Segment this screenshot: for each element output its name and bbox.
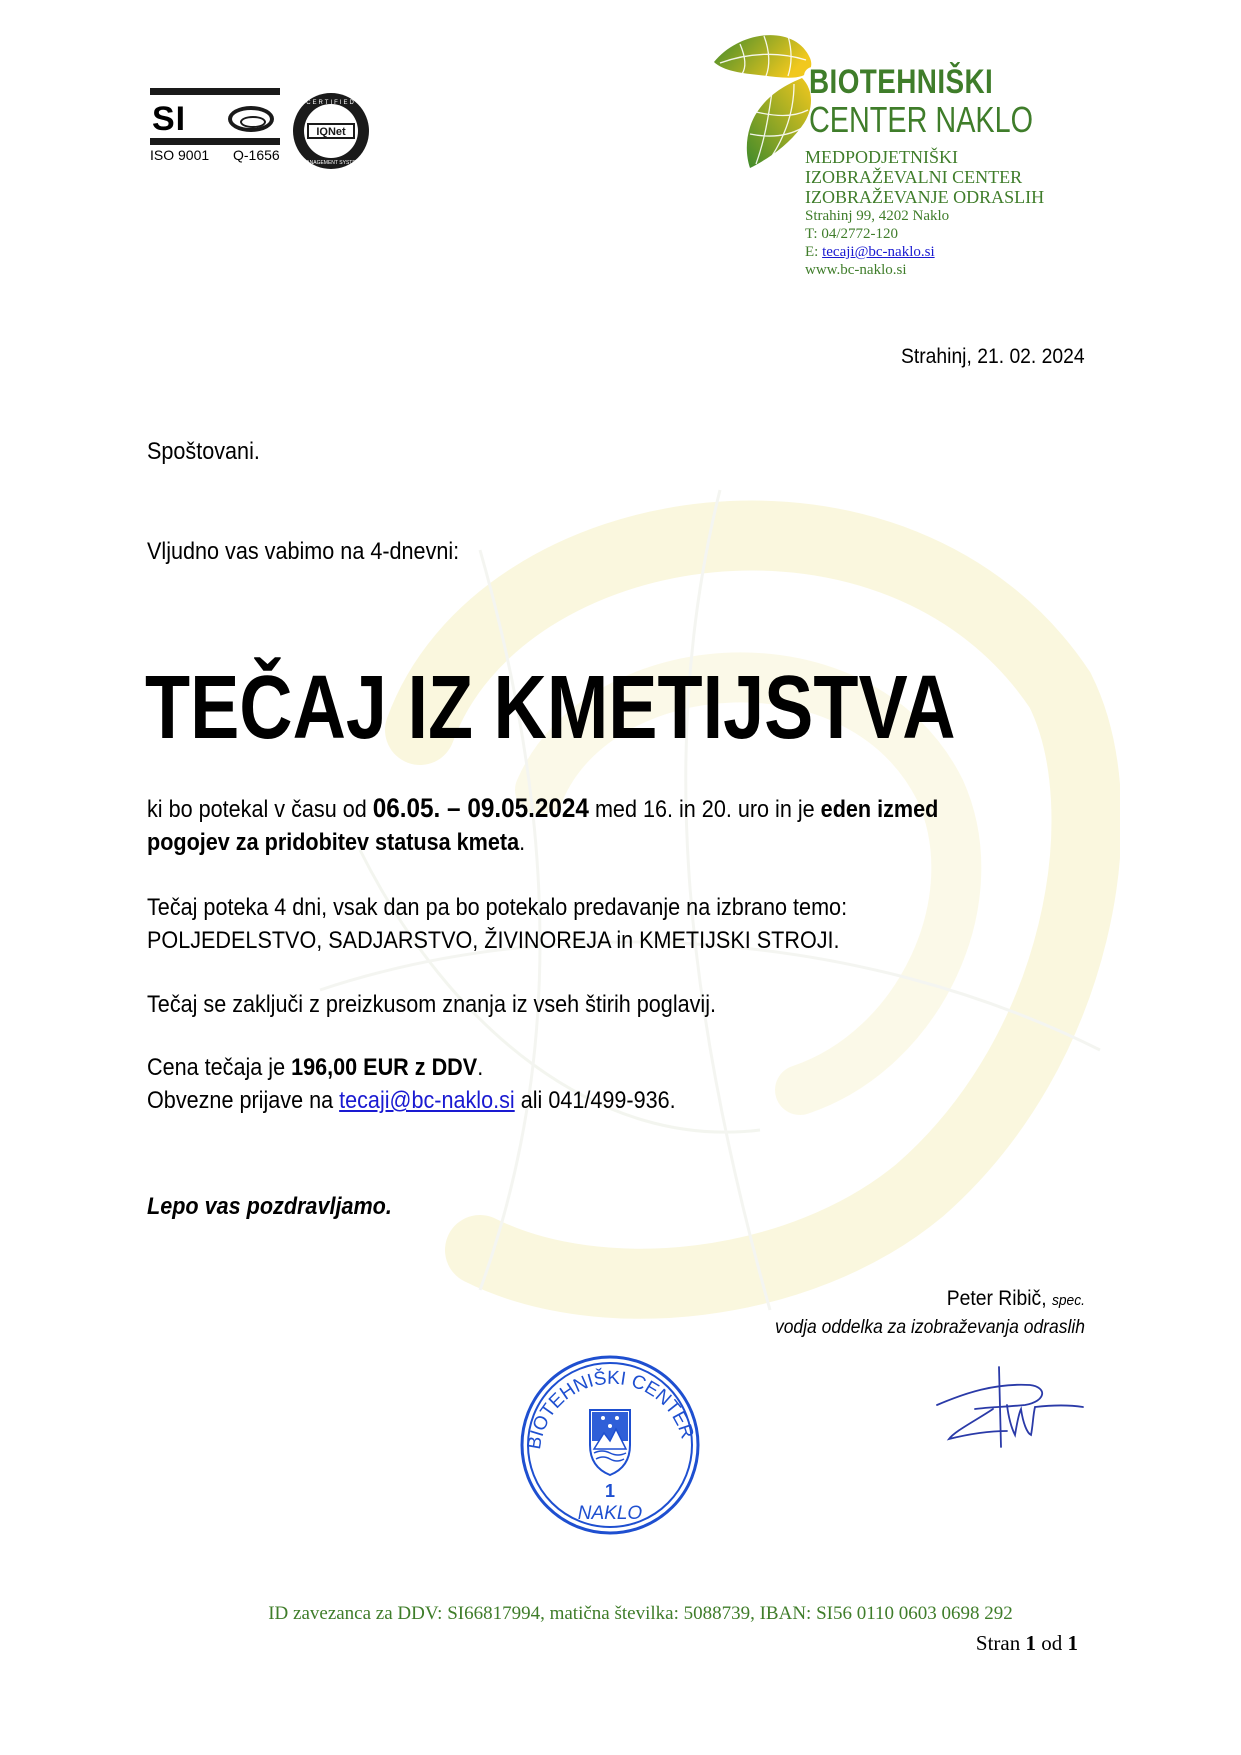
- text-part: .: [519, 829, 526, 856]
- signup-line: [147, 1084, 676, 1117]
- signer-title-suffix: spec.: [1052, 1292, 1085, 1309]
- page-sep: od: [1036, 1631, 1068, 1655]
- footer-company-id: ID zavezanca za DDV: SI66817994, matična številka: 5088739, IBAN: SI56 0110 0603 0698 292: [268, 1603, 1013, 1624]
- svg-text:1: 1: [604, 1481, 616, 1501]
- svg-text:NAKLO: NAKLO: [577, 1503, 643, 1524]
- course-price: 196,00 EUR z DDV: [291, 1054, 478, 1081]
- emphasis-text: pogojev za pridobitev statusa kmeta: [147, 829, 520, 856]
- signer-name: Peter Ribič,: [946, 1287, 1047, 1310]
- place-date: Strahinj, 21. 02. 2024: [901, 345, 1085, 368]
- signer-role: vodja oddelka za izobraževanja odraslih: [775, 1317, 1085, 1338]
- siq-certification-logo: [150, 88, 285, 168]
- unit-line3: IZOBRAŽEVANJE ODRASLIH: [805, 187, 1045, 207]
- svg-text:BIOTEHNIŠKI CENTER: BIOTEHNIŠKI CENTER: [523, 1367, 698, 1451]
- text-part: Obvezne prijave na: [147, 1087, 340, 1114]
- schedule-line2: [147, 826, 938, 859]
- schedule-line1: [147, 792, 938, 826]
- emphasis-text: eden izmed: [820, 796, 939, 823]
- organization-info: [805, 147, 1044, 279]
- email-line: [805, 243, 1044, 261]
- iso-label: ISO 9001: [150, 147, 210, 163]
- official-stamp: [510, 1345, 710, 1545]
- page-current: 1: [1025, 1631, 1036, 1655]
- svg-text:MANAGEMENT SYSTEM: MANAGEMENT SYSTEM: [302, 160, 360, 166]
- siq-si-letters: SI: [152, 100, 187, 138]
- text-part: ali 041/499-936.: [514, 1087, 676, 1114]
- page-number: [976, 1631, 1078, 1656]
- signup-email-link[interactable]: tecaji@bc-naklo.si: [339, 1087, 515, 1114]
- text-part: med 16. in 20. uro in je: [588, 796, 821, 823]
- logo-bar: [150, 88, 280, 95]
- text-part: Cena tečaja je: [147, 1054, 292, 1081]
- price-paragraph: [147, 1051, 676, 1117]
- signer-block: [775, 1285, 1085, 1341]
- svg-text:IQNet: IQNet: [316, 126, 346, 138]
- email-prefix: E:: [805, 244, 823, 260]
- handwritten-signature: [935, 1365, 1085, 1450]
- cert-number: Q-1656: [233, 147, 280, 163]
- logo-bar: [150, 138, 280, 145]
- closing-greeting: Lepo vas pozdravljamo.: [147, 1193, 392, 1220]
- brand-name-line2: CENTER NAKLO: [809, 99, 1034, 140]
- unit-line2: IZOBRAŽEVALNI CENTER: [805, 167, 1023, 187]
- salutation: Spoštovani.: [147, 438, 260, 465]
- intro-text: Vljudno vas vabimo na 4-dnevni:: [147, 538, 460, 565]
- siq-q-mark: [228, 106, 274, 132]
- page-total: 1: [1067, 1631, 1078, 1655]
- unit-line1: MEDPODJETNIŠKI: [805, 147, 958, 167]
- topics-line2: POLJEDELSTVO, SADJARSTVO, ŽIVINOREJA in KMETIJSKI STROJI.: [147, 927, 840, 954]
- schedule-paragraph: [147, 792, 938, 859]
- brand-name-line1: BIOTEHNIŠKI: [809, 63, 994, 101]
- course-title: TEČAJ IZ KMETIJSTVA: [145, 658, 956, 758]
- text-part: .: [477, 1054, 484, 1081]
- bc-naklo-leaf-logo: [710, 30, 820, 170]
- topics-line1: Tečaj poteka 4 dni, vsak dan pa bo potekalo predavanje na izbrano temo:: [147, 894, 848, 921]
- address: Strahinj 99, 4202 Naklo: [805, 208, 950, 224]
- header-email-link[interactable]: tecaji@bc-naklo.si: [822, 244, 935, 260]
- topics-paragraph: [147, 891, 847, 957]
- svg-text:CERTIFIED: CERTIFIED: [306, 100, 356, 106]
- phone: T: 04/2772-120: [805, 226, 898, 242]
- price-line: [147, 1051, 676, 1084]
- text-part: ki bo potekal v času od: [147, 796, 373, 823]
- exam-paragraph: Tečaj se zaključi z preizkusom znanja iz vseh štirih poglavij.: [147, 991, 717, 1018]
- course-dates: 06.05. – 09.05.2024: [372, 793, 589, 823]
- website: www.bc-naklo.si: [805, 262, 907, 278]
- signer-name-line: [775, 1285, 1085, 1315]
- page-prefix: Stran: [975, 1631, 1026, 1655]
- iqnet-certification-logo: [292, 92, 370, 170]
